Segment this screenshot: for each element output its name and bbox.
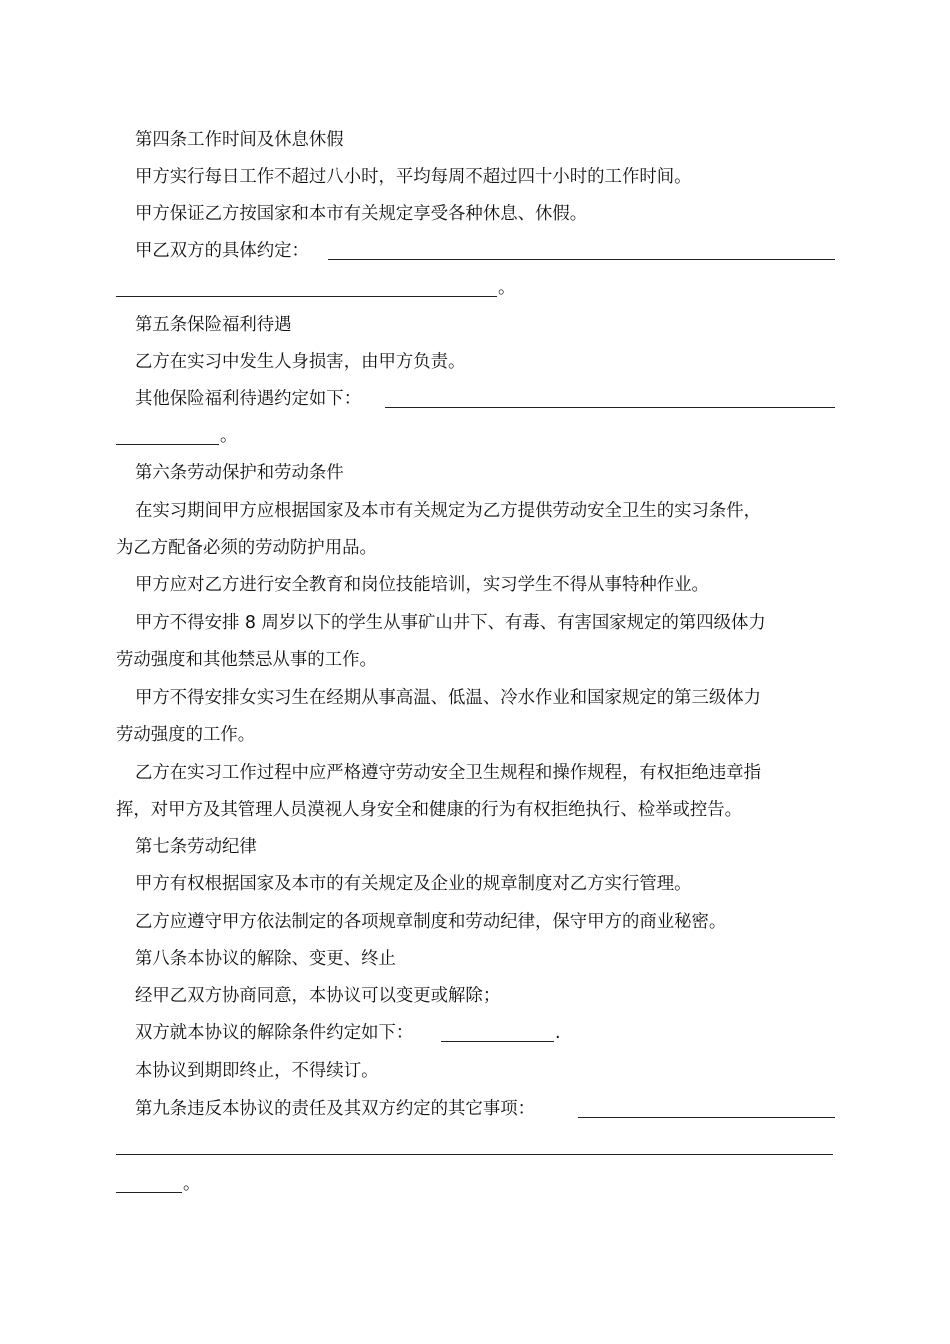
article-7-paragraph-1: 甲方有权根据国家及本市的有关规定及企业的规章制度对乙方实行管理。 — [135, 874, 692, 894]
article-6-paragraph-1-line-1: 在实习期间甲方应根据国家及本市有关规定为乙方提供劳动安全卫生的实习条件， — [135, 501, 762, 521]
terminal-punctuation: . — [555, 1023, 561, 1043]
article-5-agreement-label: 其他保险福利待遇约定如下： — [135, 389, 362, 409]
article-9-continued-line-2 — [0, 1171, 950, 1197]
article-6-paragraph-5-line-2: 挥，对甲方及其管理人员漠视人身安全和健康的行为有权拒绝执行、检举或控告。 — [116, 800, 743, 820]
fill-in-blank[interactable] — [116, 423, 219, 445]
terminal-punctuation: 。 — [498, 278, 516, 298]
article-8-heading: 第八条本协议的解除、变更、终止 — [135, 949, 396, 969]
article-8-paragraph-2 — [0, 1020, 950, 1046]
fill-in-blank[interactable] — [578, 1096, 835, 1118]
article-9-continued-line-1 — [0, 1133, 950, 1159]
article-6-paragraph-2: 甲方应对乙方进行安全教育和岗位技能培训，实习学生不得从事特种作业。 — [135, 575, 709, 595]
article-4-agreement-label: 甲乙双方的具体约定： — [135, 241, 309, 261]
article-6-paragraph-3-line-2: 劳动强度和其他禁忌从事的工作。 — [116, 650, 377, 670]
article-4-paragraph-2: 甲方保证乙方按国家和本市有关规定享受各种休息、休假。 — [135, 204, 588, 224]
article-5-heading: 第五条保险福利待遇 — [135, 315, 292, 335]
fill-in-blank[interactable] — [116, 275, 497, 297]
fill-in-blank[interactable] — [385, 386, 835, 408]
article-5-paragraph-2-continued — [0, 423, 950, 449]
article-6-paragraph-5-line-1: 乙方在实习工作过程中应严格遵守劳动安全卫生规程和操作规程，有权拒绝违章指 — [135, 763, 762, 783]
terminal-punctuation: 。 — [183, 1174, 201, 1194]
fill-in-blank[interactable] — [441, 1020, 554, 1042]
article-4-paragraph-3 — [0, 238, 950, 264]
fill-in-blank[interactable] — [328, 238, 835, 260]
fill-in-blank[interactable] — [116, 1171, 182, 1193]
article-6-heading: 第六条劳动保护和劳动条件 — [135, 463, 344, 483]
article-5-paragraph-2 — [0, 386, 950, 412]
article-8-termination-label: 双方就本协议的解除条件约定如下： — [135, 1023, 414, 1043]
article-5-paragraph-1: 乙方在实习中发生人身损害，由甲方负责。 — [135, 352, 466, 372]
article-8-paragraph-1: 经甲乙双方协商同意，本协议可以变更或解除； — [135, 986, 501, 1006]
article-6-paragraph-4-line-2: 劳动强度的工作。 — [116, 725, 256, 745]
terminal-punctuation: 。 — [220, 426, 238, 446]
article-4-paragraph-1: 甲方实行每日工作不超过八小时，平均每周不超过四十小时的工作时间。 — [135, 167, 692, 187]
article-4-heading: 第四条工作时间及休息休假 — [135, 130, 344, 150]
article-8-paragraph-3: 本协议到期即终止，不得续订。 — [135, 1061, 379, 1081]
article-6-paragraph-3-line-1: 甲方不得安排 8 周岁以下的学生从事矿山井下、有毒、有害国家规定的第四级体力 — [135, 613, 766, 633]
article-9-heading-text: 第九条违反本协议的责任及其双方约定的其它事项： — [135, 1099, 535, 1119]
article-4-paragraph-3-continued — [0, 275, 950, 301]
fill-in-blank[interactable] — [116, 1133, 833, 1155]
article-7-heading: 第七条劳动纪律 — [135, 837, 257, 857]
article-7-paragraph-2: 乙方应遵守甲方依法制定的各项规章制度和劳动纪律，保守甲方的商业秘密。 — [135, 912, 727, 932]
article-6-paragraph-4-line-1: 甲方不得安排女实习生在经期从事高温、低温、冷水作业和国家规定的第三级体力 — [135, 688, 762, 708]
article-6-paragraph-1-line-2: 为乙方配备必须的劳动防护用品。 — [116, 538, 377, 558]
article-9-heading — [0, 1096, 950, 1122]
